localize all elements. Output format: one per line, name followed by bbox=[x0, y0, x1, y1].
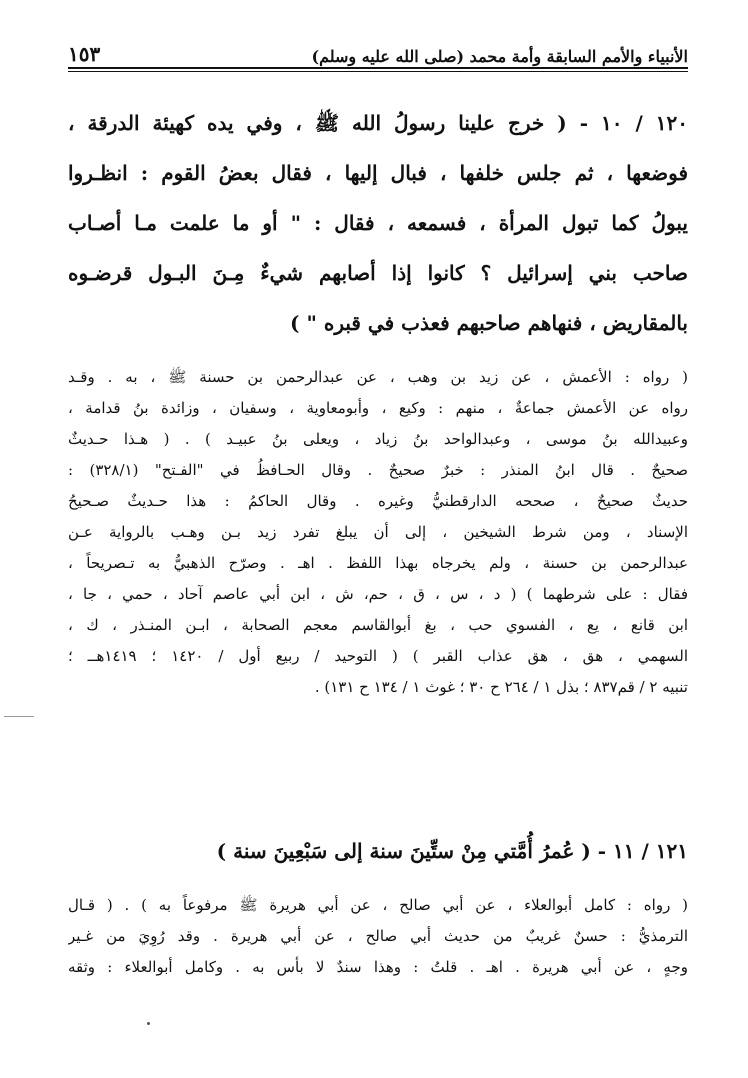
text-line: فقال : على شرطهما ) ( د ، س ، ق ، حم، ش ، ابن أبي عاصم آحاد ، حمي ، جا ، bbox=[68, 585, 688, 603]
ink-dot bbox=[147, 1022, 150, 1025]
running-head: الأنبياء والأمم السابقة وأمة محمد (صلى الله عليه وسلم) bbox=[311, 47, 688, 66]
text-line: وعبيدالله بنُ موسى ، وعبدالواحد بنُ زياد ، ويعلى بنُ عبيـد ) . ( هـذا حـديثٌ bbox=[68, 430, 688, 448]
text-line: حديثٌ صحيحٌ ، صححه الدارقطنيُّ وغيره . وقال الحاكمُ : هذا حـديثٌ صـحيحُ bbox=[68, 492, 688, 510]
text-line: فوضعها ، ثم جلس خلفها ، فبال إليها ، فقال بعضُ القوم : انظـروا bbox=[68, 161, 688, 185]
margin-mark bbox=[4, 716, 34, 717]
text-line: يبولُ كما تبول المرأة ، فسمعه ، فقال : " أو ما علمت مـا أصـاب bbox=[68, 211, 688, 235]
text-line: صحيحٌ . قال ابنُ المنذر : خبرٌ صحيحٌ . وقال الحـافظُ في "الفـتح" (٣٢٨/١) : bbox=[68, 461, 688, 479]
text-line: الترمذيُّ : حسنٌ غريبٌ من حديث أبي صالح ، عن أبي هريرة . وقد رُوِيَ من غـير bbox=[68, 927, 688, 945]
text-line: صاحب بني إسرائيل ؟ كانوا إذا أصابهم شيءٌ مِـنَ البـول قرضـوه bbox=[68, 261, 688, 285]
commentary-120 bbox=[68, 362, 688, 703]
commentary-121 bbox=[68, 890, 688, 983]
text-line: وجهٍ ، عن أبي هريرة . اهـ . قلتُ : وهذا سندٌ لا بأس به . وكامل أبوالعلاء : وثقه bbox=[68, 958, 688, 976]
text-line: الإسناد ، ومن شرط الشيخين ، إلى أن يبلغ تفرد زيد بـن وهـب بالرواية عـن bbox=[68, 523, 688, 541]
text-line: عبدالرحمن بن حسنة ، ولم يخرجاه بهذا اللفظ . اهـ . وصرّح الذهبيُّ به تـصريحاً ، bbox=[68, 554, 688, 572]
text-line: ( رواه : الأعمش ، عن زيد بن وهب ، عن عبدالرحمن بن حسنة ﷺ ، به . وقـد bbox=[68, 368, 688, 386]
text-line: السهمي ، هق ، هق عذاب القبر ) ( التوحيد / ربيع أول / ١٤٢٠ ؛ ١٤١٩هــ ؛ bbox=[68, 647, 688, 665]
text-line: ١٢١ / ١١ - ( عُمرُ أُمَّتي مِنْ ستِّينَ سنة إلى سَبْعِينَ سنة ) bbox=[216, 839, 688, 863]
header-rule bbox=[68, 67, 688, 69]
hadith-121-text bbox=[68, 826, 688, 876]
text-line: ١٢٠ / ١٠ - ( خرج علينا رسولُ الله ﷺ ، وفي يده كهيئة الدرقة ، bbox=[68, 111, 688, 135]
page-header bbox=[68, 22, 688, 66]
page-number: ١٥٣ bbox=[68, 42, 101, 66]
text-line: بالمقاريض ، فنهاهم صاحبهم فعذب في قبره " ) bbox=[290, 311, 688, 335]
text-line: ابن قانع ، يع ، الفسوي حب ، بغ أبوالقاسم معجم الصحابة ، ابـن المنـذر ، ك ، bbox=[68, 616, 688, 634]
text-line: ( رواه : كامل أبوالعلاء ، عن أبي صالح ، عن أبي هريرة ﷺ مرفوعاً به ) . ( قـال bbox=[68, 896, 688, 914]
hadith-120-text bbox=[68, 98, 688, 348]
text-line: رواه عن الأعمش جماعةٌ ، منهم : وكيع ، وأبومعاوية ، وسفيان ، وزائدة بنُ قدامة ، bbox=[68, 399, 688, 417]
header-rule-thin bbox=[68, 71, 688, 72]
text-line: تنبيه ٢ / قم٨٣٧ ؛ بذل ١ / ٢٦٤ ح ٣٠ ؛ غوث ١ / ١٣٤ ح ١٣١) . bbox=[314, 678, 688, 696]
